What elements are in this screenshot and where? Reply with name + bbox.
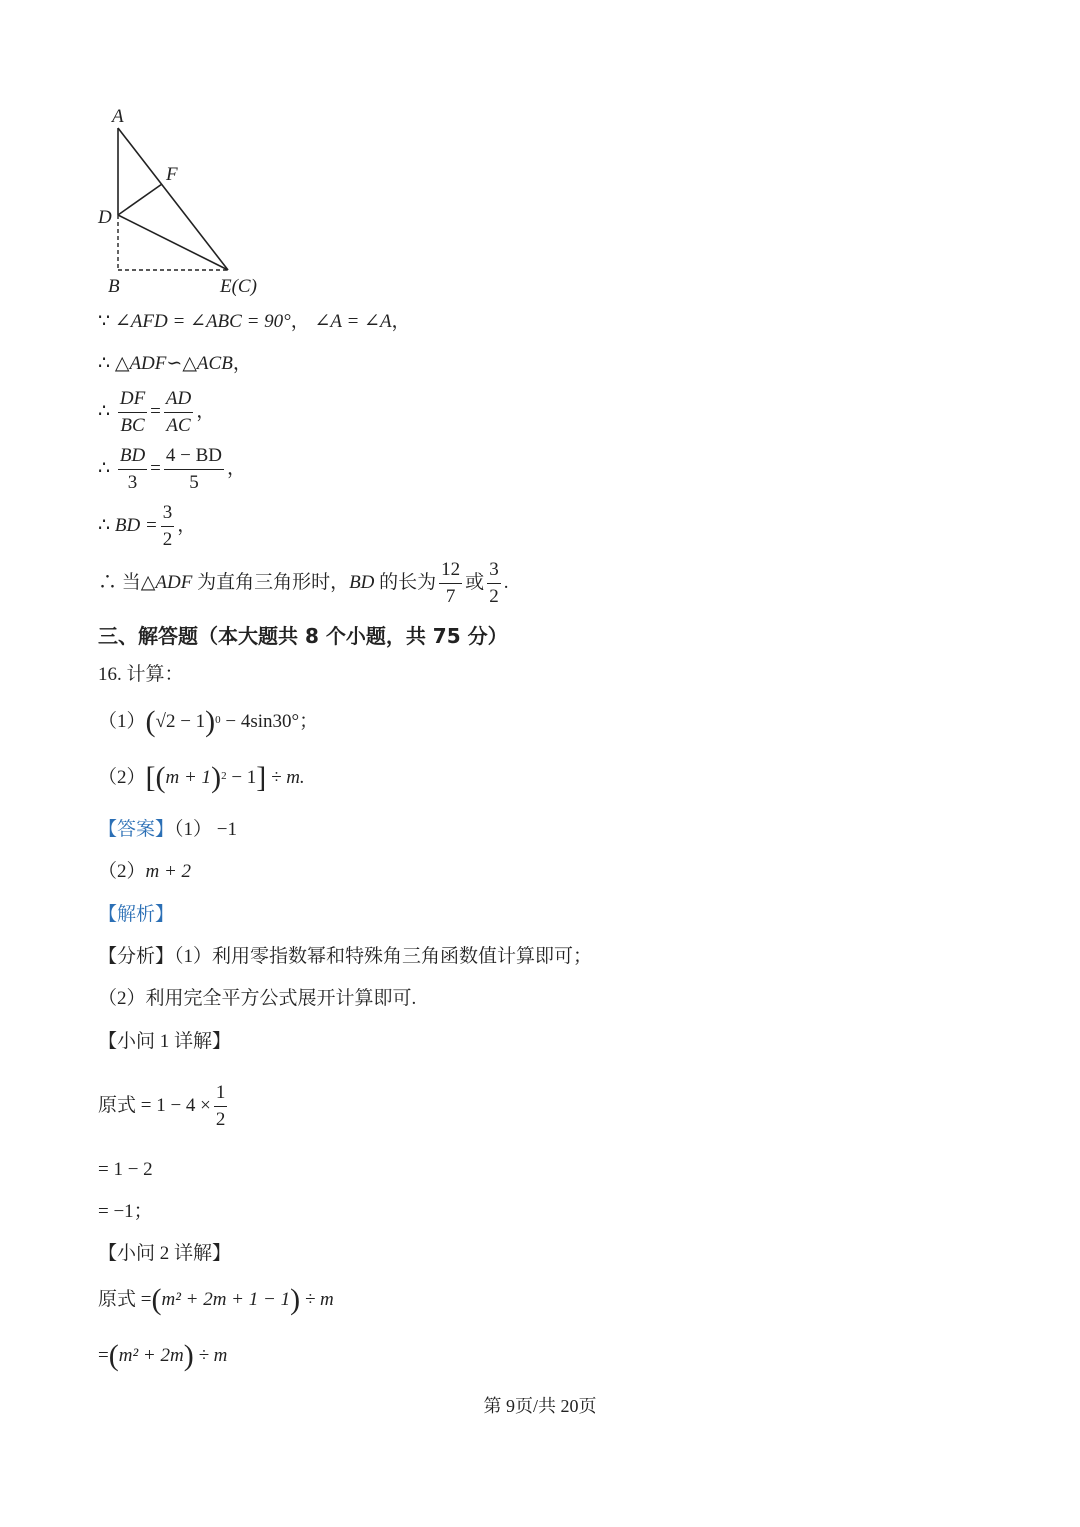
question-16-title: 16. 计算： <box>98 664 184 685</box>
fenxi-line-1: 【分析】（1）利用零指数幂和特殊角三角函数值计算即可； <box>98 946 593 967</box>
label-D: D <box>98 207 112 228</box>
sub2-line-1: 原式 =(m² + 2m + 1 − 1) ÷ m <box>98 1283 334 1316</box>
triangle-figure <box>90 100 390 300</box>
sub1-line-3: = −1； <box>98 1201 153 1222</box>
segment-AE <box>118 128 228 270</box>
fraction-ad-ac: $\frac{AD}{AC}$ <box>165 388 192 436</box>
step-ratio-bd: ∴ $\frac{BD}{3}$ = $\frac{4 - BD}{5}$ ， <box>98 443 246 496</box>
fraction-1-2: $\frac{1}{2}$ <box>215 1082 226 1130</box>
sub1-tag: 【小问 1 详解】 <box>98 1031 232 1052</box>
expr-common-angle: ∠A = ∠A <box>314 311 392 332</box>
question-16-part1: $(1)(√2 - 1)^0 - 4\sin 30^\circ$； <box>98 705 319 738</box>
segment-DE <box>118 215 228 270</box>
fraction-12-7: $\frac{12}{7}$ <box>441 559 461 607</box>
step-similar-triangles: ∴ △ADF∽△ACB， <box>98 353 252 374</box>
sub2-line-2: =(m² + 2m) ÷ m <box>98 1339 228 1372</box>
question-16-part2: $(2)[(m + 1)^2 - 1] \div m$. <box>98 761 305 794</box>
answer-tag: 【答案】 <box>98 819 175 840</box>
page-footer: 第 9页/共 20页 <box>483 1396 597 1416</box>
section-heading: 三、解答题（本大题共 8 个小题，共 75 分） <box>98 624 508 648</box>
analysis-tag: 【解析】 <box>98 904 175 925</box>
step-ratio-df-bc: ∴ $\frac{DF}{BC}$ = $\frac{AD}{AC}$ ， <box>98 386 215 439</box>
step-conclusion: ∴ 当△ADF 为直角三角形时，BD 的长为 $\frac{12}{7}$ 或 $\frac{3}{2}$ . <box>98 557 508 610</box>
label-A: A <box>112 106 124 127</box>
expr-angles-90: ∠AFD = ∠ABC = 90° <box>114 311 291 332</box>
fraction-3-2-b: $\frac{3}{2}$ <box>489 559 499 607</box>
label-B: B <box>108 276 120 297</box>
fraction-3-2: $\frac{3}{2}$ <box>162 502 173 550</box>
fraction-bd-3: $\frac{BD}{3}$ <box>119 445 146 493</box>
answer-line-2: （2）m + 2 <box>98 861 192 882</box>
sub1-line-1: 原式 = 1 − 4 × $\frac{1}{2}$ <box>98 1080 230 1133</box>
label-F: F <box>166 164 178 185</box>
segment-DF <box>118 184 162 215</box>
label-E-C: E(C) <box>220 276 257 297</box>
step-bd-value: ∴ BD = $\frac{3}{2}$ ， <box>98 500 196 553</box>
step-angles-equal: ∵ ∠AFD = ∠ABC = 90°， ∠A = ∠A， <box>98 311 411 332</box>
answer-line-1: 【答案】（1） −1 <box>98 819 237 840</box>
fraction-df-bc: $\frac{DF}{BC}$ <box>119 388 146 436</box>
fenxi-line-2: （2）利用完全平方公式展开计算即可. <box>98 988 417 1009</box>
sub2-tag: 【小问 2 详解】 <box>98 1243 232 1264</box>
sub1-line-2: = 1 − 2 <box>98 1159 153 1180</box>
fraction-4-bd-5: $\frac{4 - BD}{5}$ <box>165 445 222 493</box>
